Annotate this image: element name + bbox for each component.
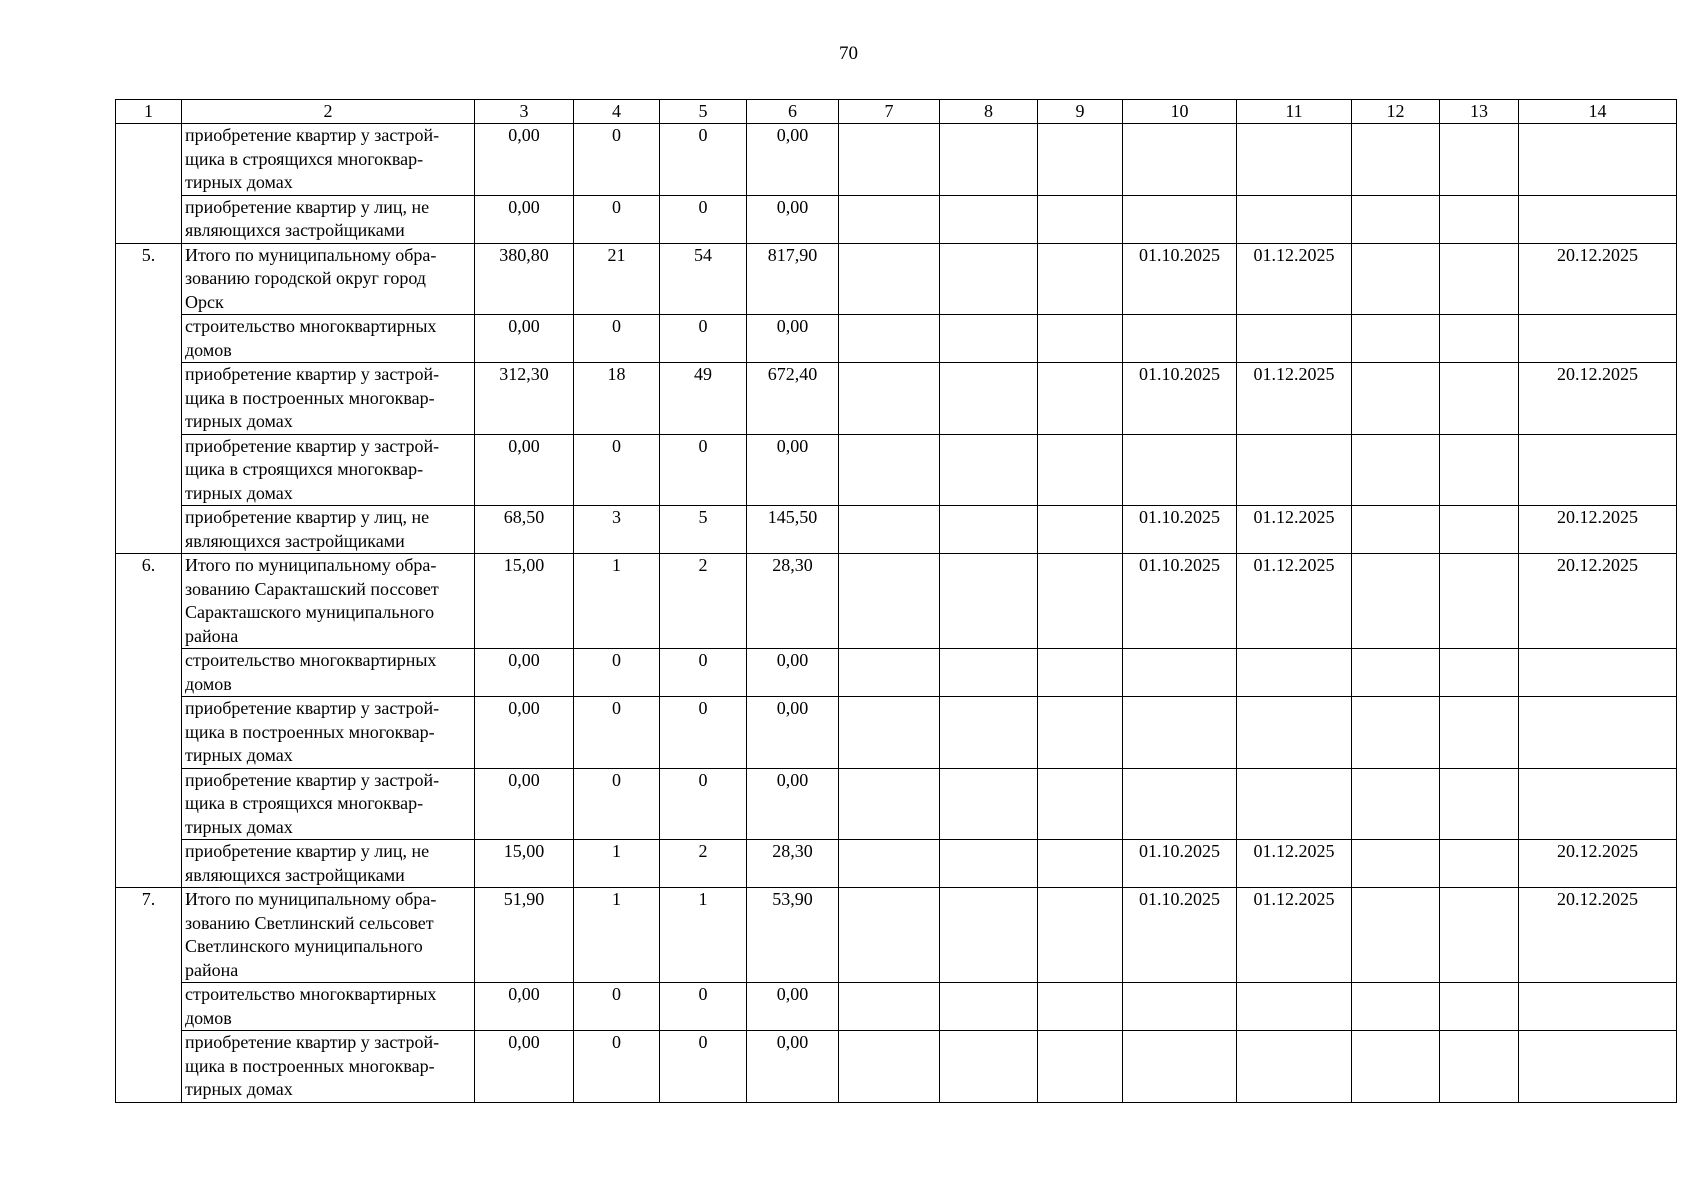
- cell-col-14: [1519, 434, 1677, 506]
- cell-col-5: 5: [660, 506, 747, 554]
- cell-col-13: [1440, 888, 1519, 983]
- cell-col-13: [1440, 195, 1519, 243]
- cell-col-7: [839, 888, 940, 983]
- cell-col-4: 0: [574, 649, 660, 697]
- column-number: 14: [1519, 100, 1677, 124]
- cell-col-14: [1519, 983, 1677, 1031]
- row-name-cell: [182, 697, 475, 769]
- row-name-line: тирных домах: [185, 482, 293, 503]
- cell-col-7: [839, 554, 940, 649]
- table-row: [116, 888, 1677, 983]
- cell-col-8: [940, 195, 1038, 243]
- cell-col-11: [1237, 195, 1352, 243]
- cell-col-5: 0: [660, 649, 747, 697]
- cell-col-12: [1352, 1031, 1440, 1103]
- cell-col-3: 380,80: [475, 243, 574, 315]
- row-name-cell: [182, 243, 475, 315]
- cell-col-14: [1519, 1031, 1677, 1103]
- cell-col-4: 1: [574, 554, 660, 649]
- row-number-cell: [116, 124, 182, 244]
- table-row: [116, 434, 1677, 506]
- cell-col-3: 15,00: [475, 840, 574, 888]
- cell-col-13: [1440, 434, 1519, 506]
- row-name-line: щика в строящихся многоквар-: [185, 148, 424, 169]
- cell-col-8: [940, 1031, 1038, 1103]
- row-name-line: домов: [185, 673, 232, 694]
- cell-col-11: 01.12.2025: [1237, 554, 1352, 649]
- cell-col-8: [940, 506, 1038, 554]
- cell-col-9: [1038, 983, 1123, 1031]
- cell-col-3: 51,90: [475, 888, 574, 983]
- cell-col-9: [1038, 768, 1123, 840]
- table-row: [116, 195, 1677, 243]
- cell-col-5: 2: [660, 554, 747, 649]
- row-number-cell: [116, 554, 182, 888]
- cell-col-13: [1440, 1031, 1519, 1103]
- row-name-line: приобретение квартир у застрой-: [185, 435, 440, 456]
- cell-col-7: [839, 983, 940, 1031]
- cell-col-5: 2: [660, 840, 747, 888]
- cell-col-6: 0,00: [747, 195, 839, 243]
- cell-col-8: [940, 840, 1038, 888]
- column-number: 13: [1440, 100, 1519, 124]
- cell-col-7: [839, 649, 940, 697]
- cell-col-14: 20.12.2025: [1519, 363, 1677, 435]
- cell-col-12: [1352, 434, 1440, 506]
- cell-col-13: [1440, 506, 1519, 554]
- row-name-line: строительство многоквартирных: [185, 650, 437, 670]
- cell-col-6: 53,90: [747, 888, 839, 983]
- cell-col-12: [1352, 363, 1440, 435]
- row-name-line: строительство многоквартирных: [185, 984, 437, 1004]
- row-name-line: щика в построенных многоквар-: [185, 387, 435, 408]
- cell-col-10: [1123, 315, 1237, 363]
- table-row: [116, 506, 1677, 554]
- table-row: [116, 243, 1677, 315]
- cell-col-8: [940, 124, 1038, 196]
- cell-col-5: 1: [660, 888, 747, 983]
- cell-col-11: [1237, 697, 1352, 769]
- row-name-line: приобретение квартир у застрой-: [185, 125, 440, 145]
- cell-col-5: 0: [660, 983, 747, 1031]
- cell-col-3: 312,30: [475, 363, 574, 435]
- cell-col-3: 15,00: [475, 554, 574, 649]
- row-name-line: домов: [185, 339, 232, 360]
- cell-col-7: [839, 1031, 940, 1103]
- cell-col-11: [1237, 434, 1352, 506]
- cell-col-6: 145,50: [747, 506, 839, 554]
- column-number: 7: [839, 100, 940, 124]
- cell-col-7: [839, 697, 940, 769]
- cell-col-11: 01.12.2025: [1237, 363, 1352, 435]
- cell-col-7: [839, 363, 940, 435]
- row-name-line: тирных домах: [185, 172, 293, 192]
- cell-col-8: [940, 243, 1038, 315]
- cell-col-10: [1123, 697, 1237, 769]
- column-number: 12: [1352, 100, 1440, 124]
- column-number: 4: [574, 100, 660, 124]
- column-number: 6: [747, 100, 839, 124]
- cell-col-4: 0: [574, 315, 660, 363]
- cell-col-13: [1440, 124, 1519, 196]
- cell-col-9: [1038, 363, 1123, 435]
- cell-col-3: 68,50: [475, 506, 574, 554]
- cell-col-10: 01.10.2025: [1123, 506, 1237, 554]
- row-name-line: Итого по муниципальному обра-: [185, 244, 437, 265]
- table-row: [116, 315, 1677, 363]
- cell-col-11: 01.12.2025: [1237, 840, 1352, 888]
- cell-col-6: 28,30: [747, 840, 839, 888]
- cell-col-12: [1352, 888, 1440, 983]
- cell-col-14: [1519, 315, 1677, 363]
- row-name-line: являющихся застройщиками: [185, 864, 405, 885]
- cell-col-14: 20.12.2025: [1519, 506, 1677, 554]
- row-name-line: Орск: [185, 291, 224, 312]
- cell-col-13: [1440, 840, 1519, 888]
- cell-col-8: [940, 315, 1038, 363]
- cell-col-14: 20.12.2025: [1519, 888, 1677, 983]
- row-name-cell: [182, 649, 475, 697]
- column-number: 1: [116, 100, 182, 124]
- cell-col-6: 0,00: [747, 649, 839, 697]
- row-name-cell: [182, 124, 475, 196]
- cell-col-10: [1123, 195, 1237, 243]
- cell-col-3: 0,00: [475, 649, 574, 697]
- table-row: [116, 363, 1677, 435]
- row-name-line: Итого по муниципальному обра-: [185, 889, 437, 909]
- row-name-line: тирных домах: [185, 816, 293, 837]
- cell-col-5: 0: [660, 768, 747, 840]
- cell-col-8: [940, 649, 1038, 697]
- cell-col-3: 0,00: [475, 1031, 574, 1103]
- cell-col-12: [1352, 124, 1440, 196]
- row-name-line: строительство многоквартирных: [185, 316, 437, 336]
- cell-col-8: [940, 768, 1038, 840]
- cell-col-13: [1440, 983, 1519, 1031]
- cell-col-7: [839, 124, 940, 196]
- row-number: 5.: [141, 244, 156, 265]
- row-name-cell: [182, 840, 475, 888]
- cell-col-12: [1352, 506, 1440, 554]
- row-name-line: приобретение квартир у застрой-: [185, 364, 440, 384]
- column-number: 11: [1237, 100, 1352, 124]
- row-name-cell: [182, 768, 475, 840]
- table-row: [116, 649, 1677, 697]
- cell-col-5: 0: [660, 434, 747, 506]
- cell-col-9: [1038, 506, 1123, 554]
- cell-col-4: 0: [574, 697, 660, 769]
- cell-col-3: 0,00: [475, 768, 574, 840]
- cell-col-12: [1352, 840, 1440, 888]
- cell-col-4: 21: [574, 243, 660, 315]
- program-table: [115, 99, 1677, 1103]
- cell-col-4: 18: [574, 363, 660, 435]
- cell-col-8: [940, 697, 1038, 769]
- cell-col-9: [1038, 554, 1123, 649]
- column-number: 8: [940, 100, 1038, 124]
- cell-col-14: [1519, 768, 1677, 840]
- cell-col-9: [1038, 434, 1123, 506]
- cell-col-6: 817,90: [747, 243, 839, 315]
- cell-col-4: 1: [574, 888, 660, 983]
- row-name-line: района: [185, 625, 239, 646]
- cell-col-9: [1038, 840, 1123, 888]
- cell-col-12: [1352, 649, 1440, 697]
- cell-col-7: [839, 768, 940, 840]
- table-row: [116, 768, 1677, 840]
- cell-col-4: 0: [574, 983, 660, 1031]
- cell-col-10: [1123, 983, 1237, 1031]
- cell-col-8: [940, 363, 1038, 435]
- row-number: 7.: [141, 889, 156, 909]
- cell-col-13: [1440, 649, 1519, 697]
- row-name-cell: [182, 506, 475, 554]
- cell-col-4: 0: [574, 195, 660, 243]
- row-name-line: щика в построенных многоквар-: [185, 1055, 435, 1076]
- cell-col-11: 01.12.2025: [1237, 888, 1352, 983]
- row-name-line: Светлинского муниципального: [185, 936, 423, 956]
- table-row: [116, 1031, 1677, 1103]
- row-name-line: являющихся застройщиками: [185, 220, 405, 240]
- cell-col-6: 0,00: [747, 983, 839, 1031]
- cell-col-11: [1237, 649, 1352, 697]
- row-name-line: приобретение квартир у лиц, не: [185, 841, 430, 861]
- cell-col-12: [1352, 195, 1440, 243]
- cell-col-6: 0,00: [747, 434, 839, 506]
- cell-col-3: 0,00: [475, 315, 574, 363]
- cell-col-9: [1038, 195, 1123, 243]
- column-number: 3: [475, 100, 574, 124]
- cell-col-13: [1440, 768, 1519, 840]
- cell-col-14: [1519, 195, 1677, 243]
- cell-col-3: 0,00: [475, 983, 574, 1031]
- cell-col-14: 20.12.2025: [1519, 243, 1677, 315]
- row-name-cell: [182, 363, 475, 435]
- column-number-row: [116, 100, 1677, 124]
- column-number: 2: [182, 100, 475, 124]
- table-row: [116, 554, 1677, 649]
- cell-col-6: 672,40: [747, 363, 839, 435]
- cell-col-10: 01.10.2025: [1123, 554, 1237, 649]
- cell-col-6: 0,00: [747, 1031, 839, 1103]
- cell-col-4: 0: [574, 768, 660, 840]
- cell-col-9: [1038, 243, 1123, 315]
- row-number-cell: [116, 888, 182, 1103]
- cell-col-9: [1038, 1031, 1123, 1103]
- row-name-line: являющихся застройщиками: [185, 530, 405, 551]
- row-name-line: приобретение квартир у застрой-: [185, 769, 440, 790]
- row-name-line: района: [185, 959, 239, 980]
- cell-col-11: 01.12.2025: [1237, 506, 1352, 554]
- row-name-cell: [182, 315, 475, 363]
- cell-col-13: [1440, 697, 1519, 769]
- cell-col-6: 0,00: [747, 124, 839, 196]
- cell-col-10: [1123, 649, 1237, 697]
- cell-col-3: 0,00: [475, 195, 574, 243]
- cell-col-7: [839, 195, 940, 243]
- cell-col-3: 0,00: [475, 124, 574, 196]
- cell-col-5: 0: [660, 697, 747, 769]
- row-name-line: зованию Саракташский поссовет: [185, 578, 439, 599]
- cell-col-10: [1123, 434, 1237, 506]
- row-number-cell: [116, 243, 182, 554]
- cell-col-7: [839, 434, 940, 506]
- row-name-line: щика в построенных многоквар-: [185, 721, 435, 742]
- row-name-line: приобретение квартир у застрой-: [185, 1032, 440, 1052]
- cell-col-7: [839, 315, 940, 363]
- cell-col-11: 01.12.2025: [1237, 243, 1352, 315]
- cell-col-14: 20.12.2025: [1519, 840, 1677, 888]
- cell-col-5: 0: [660, 124, 747, 196]
- cell-col-9: [1038, 649, 1123, 697]
- row-name-line: домов: [185, 1007, 232, 1028]
- cell-col-10: 01.10.2025: [1123, 888, 1237, 983]
- row-name-line: Саракташского муниципального: [185, 602, 435, 622]
- row-name-cell: [182, 434, 475, 506]
- row-name-line: тирных домах: [185, 1079, 293, 1099]
- cell-col-9: [1038, 697, 1123, 769]
- table-row: [116, 697, 1677, 769]
- row-name-line: щика в строящихся многоквар-: [185, 459, 424, 479]
- cell-col-12: [1352, 768, 1440, 840]
- cell-col-14: [1519, 649, 1677, 697]
- cell-col-11: [1237, 983, 1352, 1031]
- table-row: [116, 840, 1677, 888]
- table-row: [116, 124, 1677, 196]
- cell-col-8: [940, 983, 1038, 1031]
- row-number: 6.: [141, 555, 156, 575]
- cell-col-11: [1237, 768, 1352, 840]
- column-number: 10: [1123, 100, 1237, 124]
- cell-col-12: [1352, 697, 1440, 769]
- cell-col-9: [1038, 315, 1123, 363]
- cell-col-7: [839, 243, 940, 315]
- cell-col-5: 54: [660, 243, 747, 315]
- row-name-line: тирных домах: [185, 745, 293, 765]
- cell-col-5: 49: [660, 363, 747, 435]
- cell-col-11: [1237, 315, 1352, 363]
- cell-col-14: [1519, 124, 1677, 196]
- row-name-cell: [182, 983, 475, 1031]
- page-number: 70: [839, 43, 858, 64]
- cell-col-4: 3: [574, 506, 660, 554]
- cell-col-12: [1352, 243, 1440, 315]
- cell-col-14: 20.12.2025: [1519, 554, 1677, 649]
- cell-col-11: [1237, 1031, 1352, 1103]
- row-name-cell: [182, 1031, 475, 1103]
- cell-col-14: [1519, 697, 1677, 769]
- cell-col-10: 01.10.2025: [1123, 243, 1237, 315]
- row-name-cell: [182, 554, 475, 649]
- cell-col-9: [1038, 124, 1123, 196]
- cell-col-12: [1352, 315, 1440, 363]
- cell-col-5: 0: [660, 195, 747, 243]
- cell-col-4: 1: [574, 840, 660, 888]
- row-name-cell: [182, 195, 475, 243]
- cell-col-7: [839, 506, 940, 554]
- cell-col-10: 01.10.2025: [1123, 840, 1237, 888]
- cell-col-5: 0: [660, 315, 747, 363]
- cell-col-6: 28,30: [747, 554, 839, 649]
- row-name-line: зованию Светлинский сельсовет: [185, 912, 434, 933]
- cell-col-13: [1440, 243, 1519, 315]
- column-number: 5: [660, 100, 747, 124]
- cell-col-13: [1440, 315, 1519, 363]
- cell-col-3: 0,00: [475, 697, 574, 769]
- cell-col-10: [1123, 1031, 1237, 1103]
- cell-col-7: [839, 840, 940, 888]
- cell-col-6: 0,00: [747, 697, 839, 769]
- table-row: [116, 983, 1677, 1031]
- cell-col-4: 0: [574, 434, 660, 506]
- row-name-line: приобретение квартир у застрой-: [185, 698, 440, 718]
- cell-col-12: [1352, 554, 1440, 649]
- cell-col-9: [1038, 888, 1123, 983]
- cell-col-4: 0: [574, 1031, 660, 1103]
- row-name-line: приобретение квартир у лиц, не: [185, 196, 430, 217]
- row-name-line: Итого по муниципальному обра-: [185, 555, 437, 575]
- cell-col-4: 0: [574, 124, 660, 196]
- cell-col-10: 01.10.2025: [1123, 363, 1237, 435]
- cell-col-6: 0,00: [747, 768, 839, 840]
- cell-col-12: [1352, 983, 1440, 1031]
- row-name-cell: [182, 888, 475, 983]
- cell-col-5: 0: [660, 1031, 747, 1103]
- row-name-line: зованию городской округ город: [185, 268, 426, 288]
- row-name-line: приобретение квартир у лиц, не: [185, 507, 430, 527]
- cell-col-10: [1123, 768, 1237, 840]
- cell-col-13: [1440, 363, 1519, 435]
- cell-col-6: 0,00: [747, 315, 839, 363]
- cell-col-8: [940, 434, 1038, 506]
- cell-col-10: [1123, 124, 1237, 196]
- row-name-line: щика в строящихся многоквар-: [185, 793, 424, 813]
- row-name-line: тирных домах: [185, 411, 293, 431]
- cell-col-13: [1440, 554, 1519, 649]
- cell-col-8: [940, 554, 1038, 649]
- cell-col-11: [1237, 124, 1352, 196]
- cell-col-3: 0,00: [475, 434, 574, 506]
- cell-col-8: [940, 888, 1038, 983]
- column-number: 9: [1038, 100, 1123, 124]
